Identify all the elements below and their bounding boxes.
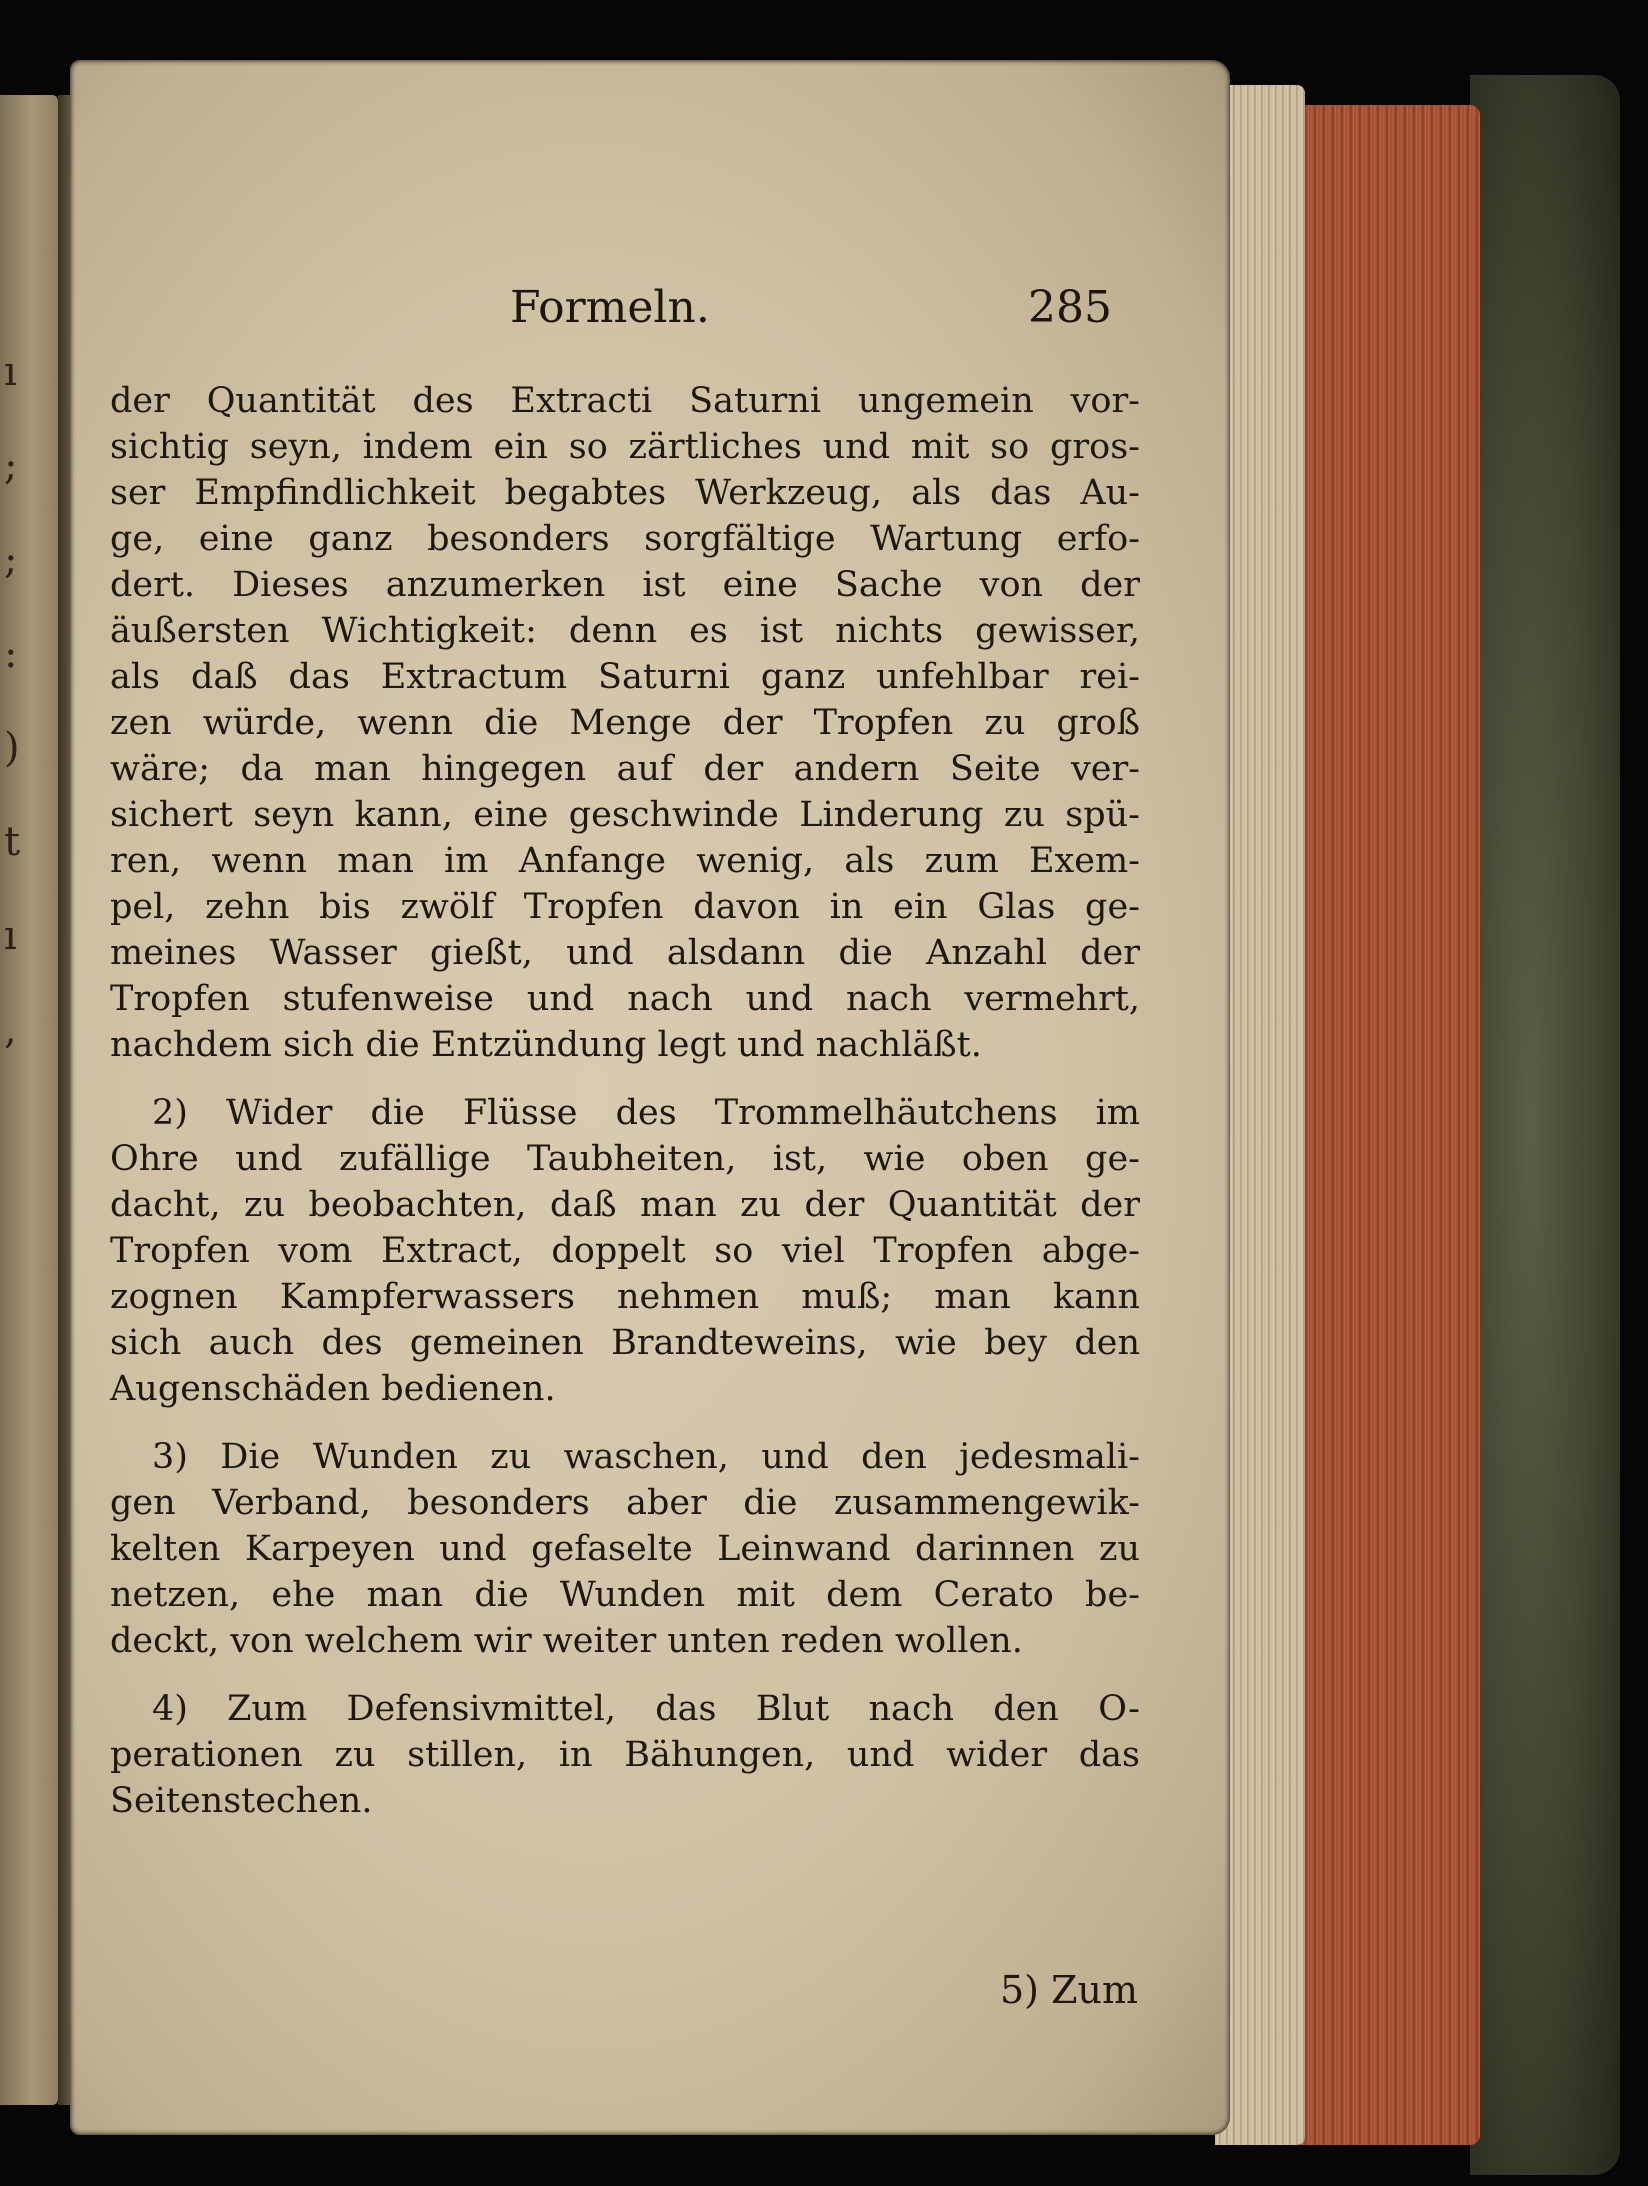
text-line: als daß das Extractum Saturni ganz unfehlbar rei-: [110, 657, 1140, 697]
body-text: [110, 378, 1140, 1824]
text-line: 2) Wider die Flüsse des Trommelhäutchens im: [152, 1093, 1140, 1133]
text-line: dert. Dieses anzumerken ist eine Sache von der: [110, 565, 1140, 605]
text-line: pel, zehn bis zwölf Tropfen davon in ein Glas ge-: [110, 887, 1140, 927]
left-page-mark: ı: [4, 349, 17, 395]
text-line: Augenschäden bedienen.: [110, 1369, 556, 1409]
text-line: Ohre und zufällige Taubheiten, ist, wie oben ge-: [110, 1139, 1140, 1179]
text-line: ren, wenn man im Anfange wenig, als zum Exem-: [110, 841, 1140, 881]
paragraph: [110, 1434, 1140, 1664]
left-page-mark: t: [4, 819, 21, 865]
text-line: 4) Zum Defensivmittel, das Blut nach den O-: [152, 1689, 1140, 1729]
text-line: gen Verband, besonders aber die zusammengewik-: [110, 1483, 1140, 1523]
text-line: 3) Die Wunden zu waschen, und den jedesmali-: [152, 1437, 1140, 1477]
text-line: meines Wasser gießt, und alsdann die Anzahl der: [110, 933, 1140, 973]
page: [70, 60, 1230, 2135]
paragraph: [110, 1686, 1140, 1824]
paragraph-gap: [110, 1664, 1140, 1686]
page-number: 285: [1028, 282, 1112, 333]
left-page-mark: ,: [4, 1007, 17, 1053]
paragraph-gap: [110, 1068, 1140, 1090]
text-line: netzen, ehe man die Wunden mit dem Cerato be-: [110, 1575, 1140, 1615]
left-page-mark: ): [4, 725, 20, 771]
text-line: deckt, von welchem wir weiter unten reden wollen.: [110, 1621, 1023, 1661]
text-line: Tropfen vom Extract, doppelt so viel Tropfen abge-: [110, 1231, 1140, 1271]
text-line: wäre; da man hingegen auf der andern Seite ver-: [110, 749, 1140, 789]
text-line: kelten Karpeyen und gefaselte Leinwand darinnen zu: [110, 1529, 1140, 1569]
text-line: der Quantität des Extracti Saturni ungemein vor-: [110, 381, 1140, 421]
left-page-marks: [4, 325, 34, 1077]
text-line: sichtig seyn, indem ein so zärtliches und mit so gros-: [110, 427, 1140, 467]
left-page-mark: :: [4, 631, 18, 677]
text-line: Seitenstechen.: [110, 1781, 373, 1821]
left-page-mark: ;: [4, 443, 18, 489]
left-page-mark: ı: [4, 913, 17, 959]
text-line: zen würde, wenn die Menge der Tropfen zu groß: [110, 703, 1140, 743]
text-line: zognen Kampferwassers nehmen muß; man kann: [110, 1277, 1140, 1317]
text-line: nachdem sich die Entzündung legt und nachläßt.: [110, 1025, 982, 1065]
text-line: sich auch des gemeinen Brandteweins, wie bey den: [110, 1323, 1140, 1363]
left-page-mark: ;: [4, 537, 18, 583]
catchword: 5) Zum: [1000, 1968, 1138, 2012]
red-page-edges: [1300, 105, 1480, 2145]
running-title: Formeln.: [510, 282, 710, 333]
text-line: sichert seyn kann, eine geschwinde Linderung zu spü-: [110, 795, 1140, 835]
page-header: [70, 282, 1230, 352]
paragraph-gap: [110, 1412, 1140, 1434]
paragraph: [110, 1090, 1140, 1412]
paragraph: [110, 378, 1140, 1068]
left-page-edge: [0, 95, 58, 2105]
text-line: ser Empfindlichkeit begabtes Werkzeug, als das Au-: [110, 473, 1140, 513]
text-line: äußersten Wichtigkeit: denn es ist nichts gewisser,: [110, 611, 1140, 651]
text-line: Tropfen stufenweise und nach und nach vermehrt,: [110, 979, 1140, 1019]
book-cover: [1470, 75, 1620, 2175]
text-line: ge, eine ganz besonders sorgfältige Wartung erfo-: [110, 519, 1140, 559]
text-line: dacht, zu beobachten, daß man zu der Quantität der: [110, 1185, 1140, 1225]
text-line: perationen zu stillen, in Bähungen, und wider das: [110, 1735, 1140, 1775]
